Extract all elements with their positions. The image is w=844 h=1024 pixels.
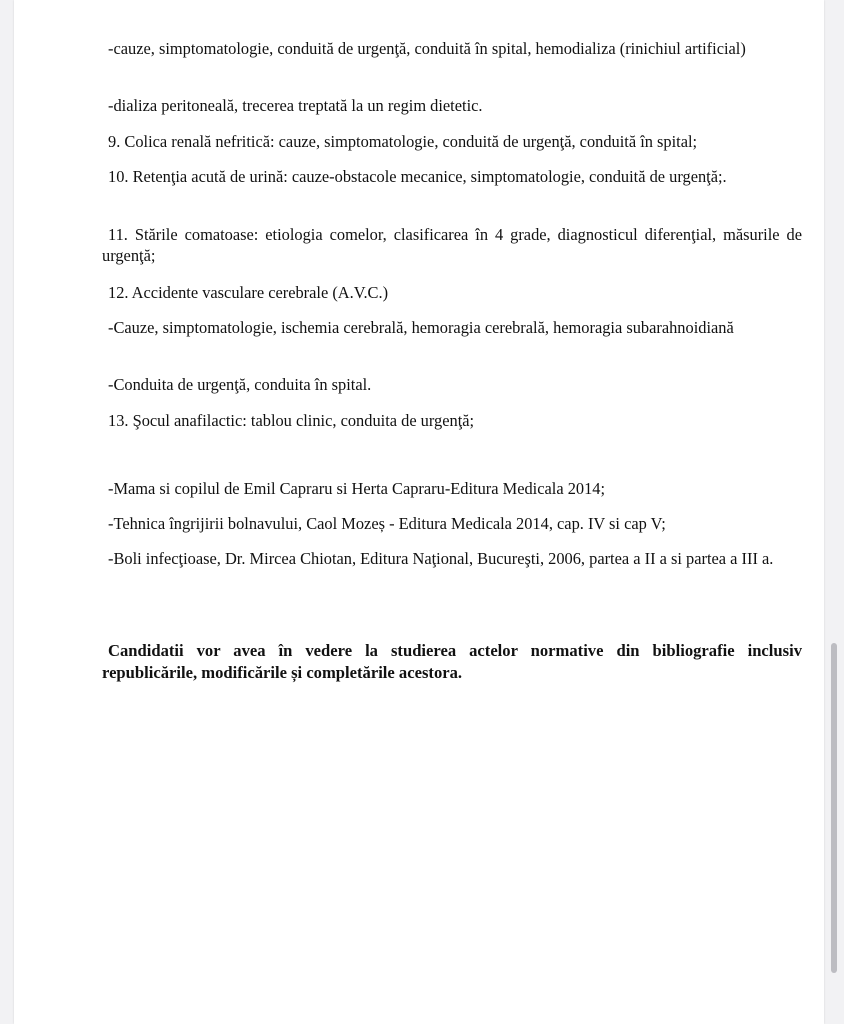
paragraph-stroke-conduct: -Conduita de urgenţă, conduita în spital. [108,375,372,394]
paragraph-peritoneal-dialysis: -dializa peritoneală, trecerea treptată la un regim dietetic. [108,96,483,115]
bibliography-item: -Boli infecţioase, Dr. Mircea Chiotan, Editura Naţional, Bucureşti, 2006, partea a II a si partea a III a. [108,549,774,568]
paragraph-stroke-causes: -Cauze, simptomatologie, ischemia cerebrală, hemoragia cerebrală, hemoragia subarahnoidiană [108,318,734,337]
paragraph-anaphylactic-shock: 13. Şocul anafilactic: tablou clinic, conduita de urgenţă; [108,411,475,430]
paragraph-renal-colic: 9. Colica renală nefritică: cauze, simptomatologie, conduită de urgenţă, conduită în spital; [108,132,698,151]
bibliography-item: -Mama si copilul de Emil Capraru si Herta Capraru-Editura Medicala 2014; [108,479,606,498]
bibliography-item: -Tehnica îngrijirii bolnavului, Caol Mozeș - Editura Medicala 2014, cap. IV si cap V; [108,514,666,533]
document-page [14,0,824,1024]
paragraph-stroke: 12. Accidente vasculare cerebrale (A.V.C.) [108,283,389,302]
candidates-note: Candidatii vor avea în vedere la studierea actelor normative din bibliografie inclusiv republicările, modificările și completările acestora. [102,641,802,682]
scrollbar-thumb[interactable] [831,643,837,973]
paragraph-urinary-retention: 10. Retenţia acută de urină: cauze-obstacole mecanice, simptomatologie, conduită de urgenţă;. [108,167,727,186]
paragraph-dialysis-causes: -cauze, simptomatologie, conduită de urgenţă, conduită în spital, hemodializa (rinichiul artificial) [108,39,746,58]
paragraph-coma-states: 11. Stările comatoase: etiologia comelor, clasificarea în 4 grade, diagnosticul diferenţial, măsurile de urgenţă; [102,225,802,265]
